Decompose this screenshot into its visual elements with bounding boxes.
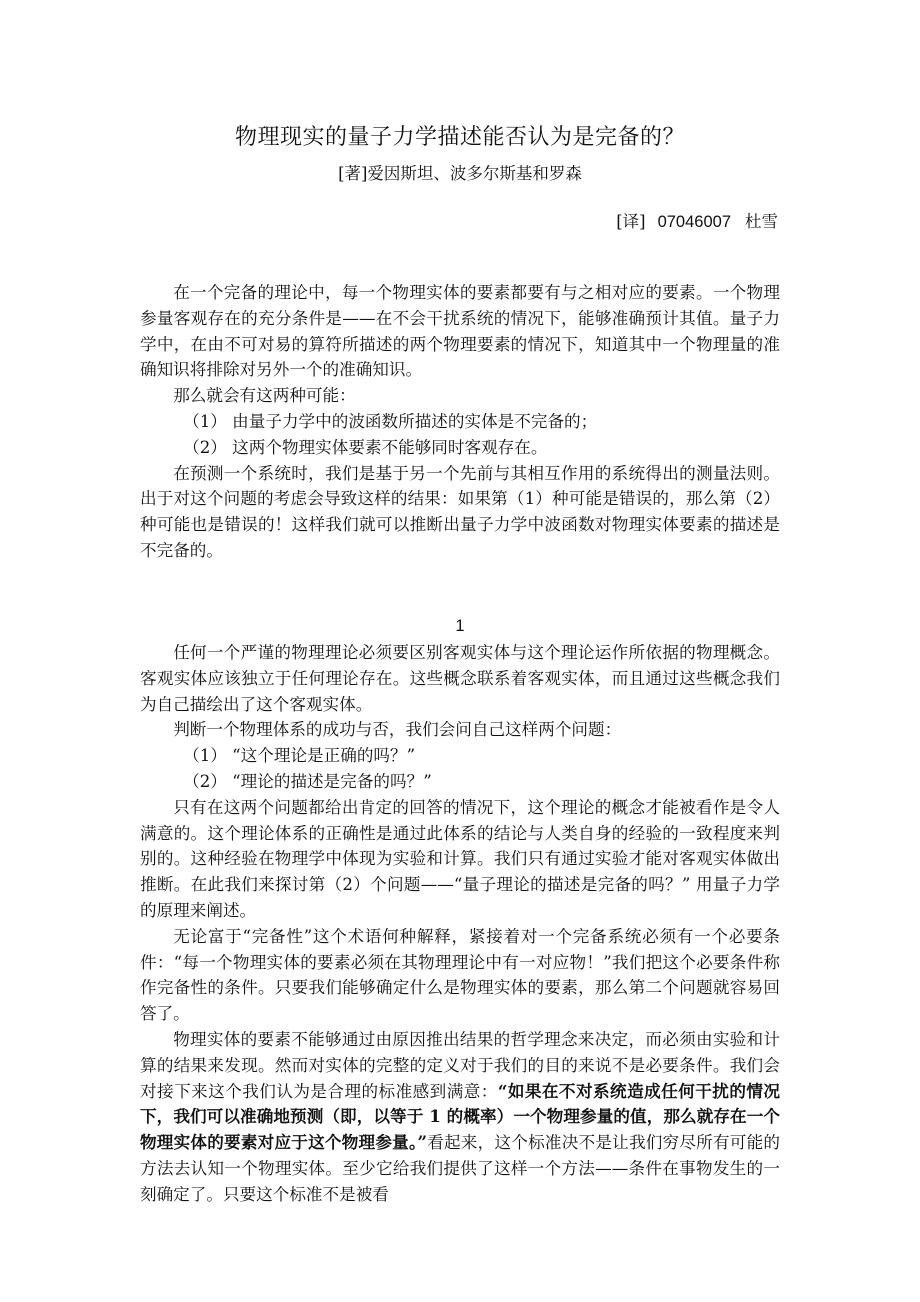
translator-name: 杜雪 [745, 212, 778, 231]
translator-line [616, 208, 778, 232]
reality-criterion-bold: “如果在不对系统造成任何干扰的情况下，我们可以准确地预测（即，以等于 1 的概率）一个物理参量的值，那么就存在一个物理实体的要素对应于这个物理参量。” [140, 1080, 781, 1153]
abstract-item-1: （1） 由量子力学中的波函数所描述的实体是不完备的； [183, 411, 598, 431]
abstract-item-2: （2） 这两个物理实体要素不能够同时客观存在。 [183, 437, 548, 457]
student-number: 07046007 [657, 213, 731, 231]
abstract-paragraph-1: 在一个完备的理论中，每一个物理实体的要素都要有与之相对应的要素。一个物理参量客观存在的充分条件是——在不会干扰系统的情况下，能够准确预计其值。量子力学中，在由不可对易的算符所描述的两个物理要素的情况下，知道其中一个物理量的准确知识将排除对另外一个的准确知识。 [140, 283, 780, 380]
section-paragraph-2: 判断一个物理体系的成功与否，我们会问自己这样两个问题： [173, 720, 622, 740]
abstract-paragraph-3: 在预测一个系统时，我们是基于另一个先前与其相互作用的系统得出的测量法则。出于对这个问题的考虑会导致这样的结果：如果第（1）种可能是错误的，那么第（2）种可能也是错误的！这样我们就可以推断出量子力学中波函数对物理实体要素的描述是不完备的。 [140, 463, 780, 560]
paragraph-5-text-a: 物理实体的要素不能够通过由原因推出结果的哲学理念来决定，而必须由实验和计算的结果来发现。然而对实体的完整的定义对于我们的目的来说不是必要条件。我们会对接下来这个我们认为是合理的标准感到满意： [140, 1029, 780, 1101]
section-paragraph-4: 无论富于“完备性”这个术语何种解释，紧接着对一个完备系统必须有一个必要条件：“每一个物理实体的要素必须在其物理理论中有一对应物！”我们把这个必要条件称作完备性的条件。只要我们能够确定什么是物理实体的要素，那么第二个问题就容易回答了。 [140, 926, 780, 1024]
translator-label: [译] [616, 212, 646, 231]
abstract-block [140, 280, 780, 564]
section-number: 1 [455, 617, 465, 635]
authors-line: [著]爱因斯坦、波多尔斯基和罗森 [338, 164, 582, 183]
abstract-paragraph-2: 那么就会有这两种可能： [173, 386, 356, 406]
section-paragraph-1: 任何一个严谨的物理理论必须要区别客观实体与这个理论运作所依据的物理概念。客观实体应该独立于任何理论存在。这些概念联系着客观实体，而且通过这些概念我们为自己描绘出了这个客观实体。 [140, 643, 780, 714]
paper-title: 物理现实的量子力学描述能否认为是完备的？ [234, 125, 685, 150]
paragraph-5-text-b: 看起来，这个标准决不是让我们穷尽所有可能的方法去认知一个物理实体。至少它给我们提供了这样一个方法——条件在事物发生的一刻确定了。只要这个标准不是被看 [140, 1133, 781, 1204]
section-1-body [140, 640, 780, 1208]
section-paragraph-3: 只有在这两个问题都给出肯定的回答的情况下，这个理论的概念才能被看作是令人满意的。这个理论体系的正确性是通过此体系的结论与人类自身的经验的一致程度来判别的。这种经验在物理学中体现为实验和计算。我们只有通过实验才能对客观实体做出推断。在此我们来探讨第（2）个问题——“量子理论的描述是完备的吗？” 用量子力学的原理来阐述。 [140, 797, 780, 920]
section-item-1: （1） “这个理论是正确的吗？” [183, 746, 416, 766]
section-item-2: （2） “理论的描述是完备的吗？” [183, 771, 432, 791]
section-paragraph-5 [140, 1027, 780, 1208]
